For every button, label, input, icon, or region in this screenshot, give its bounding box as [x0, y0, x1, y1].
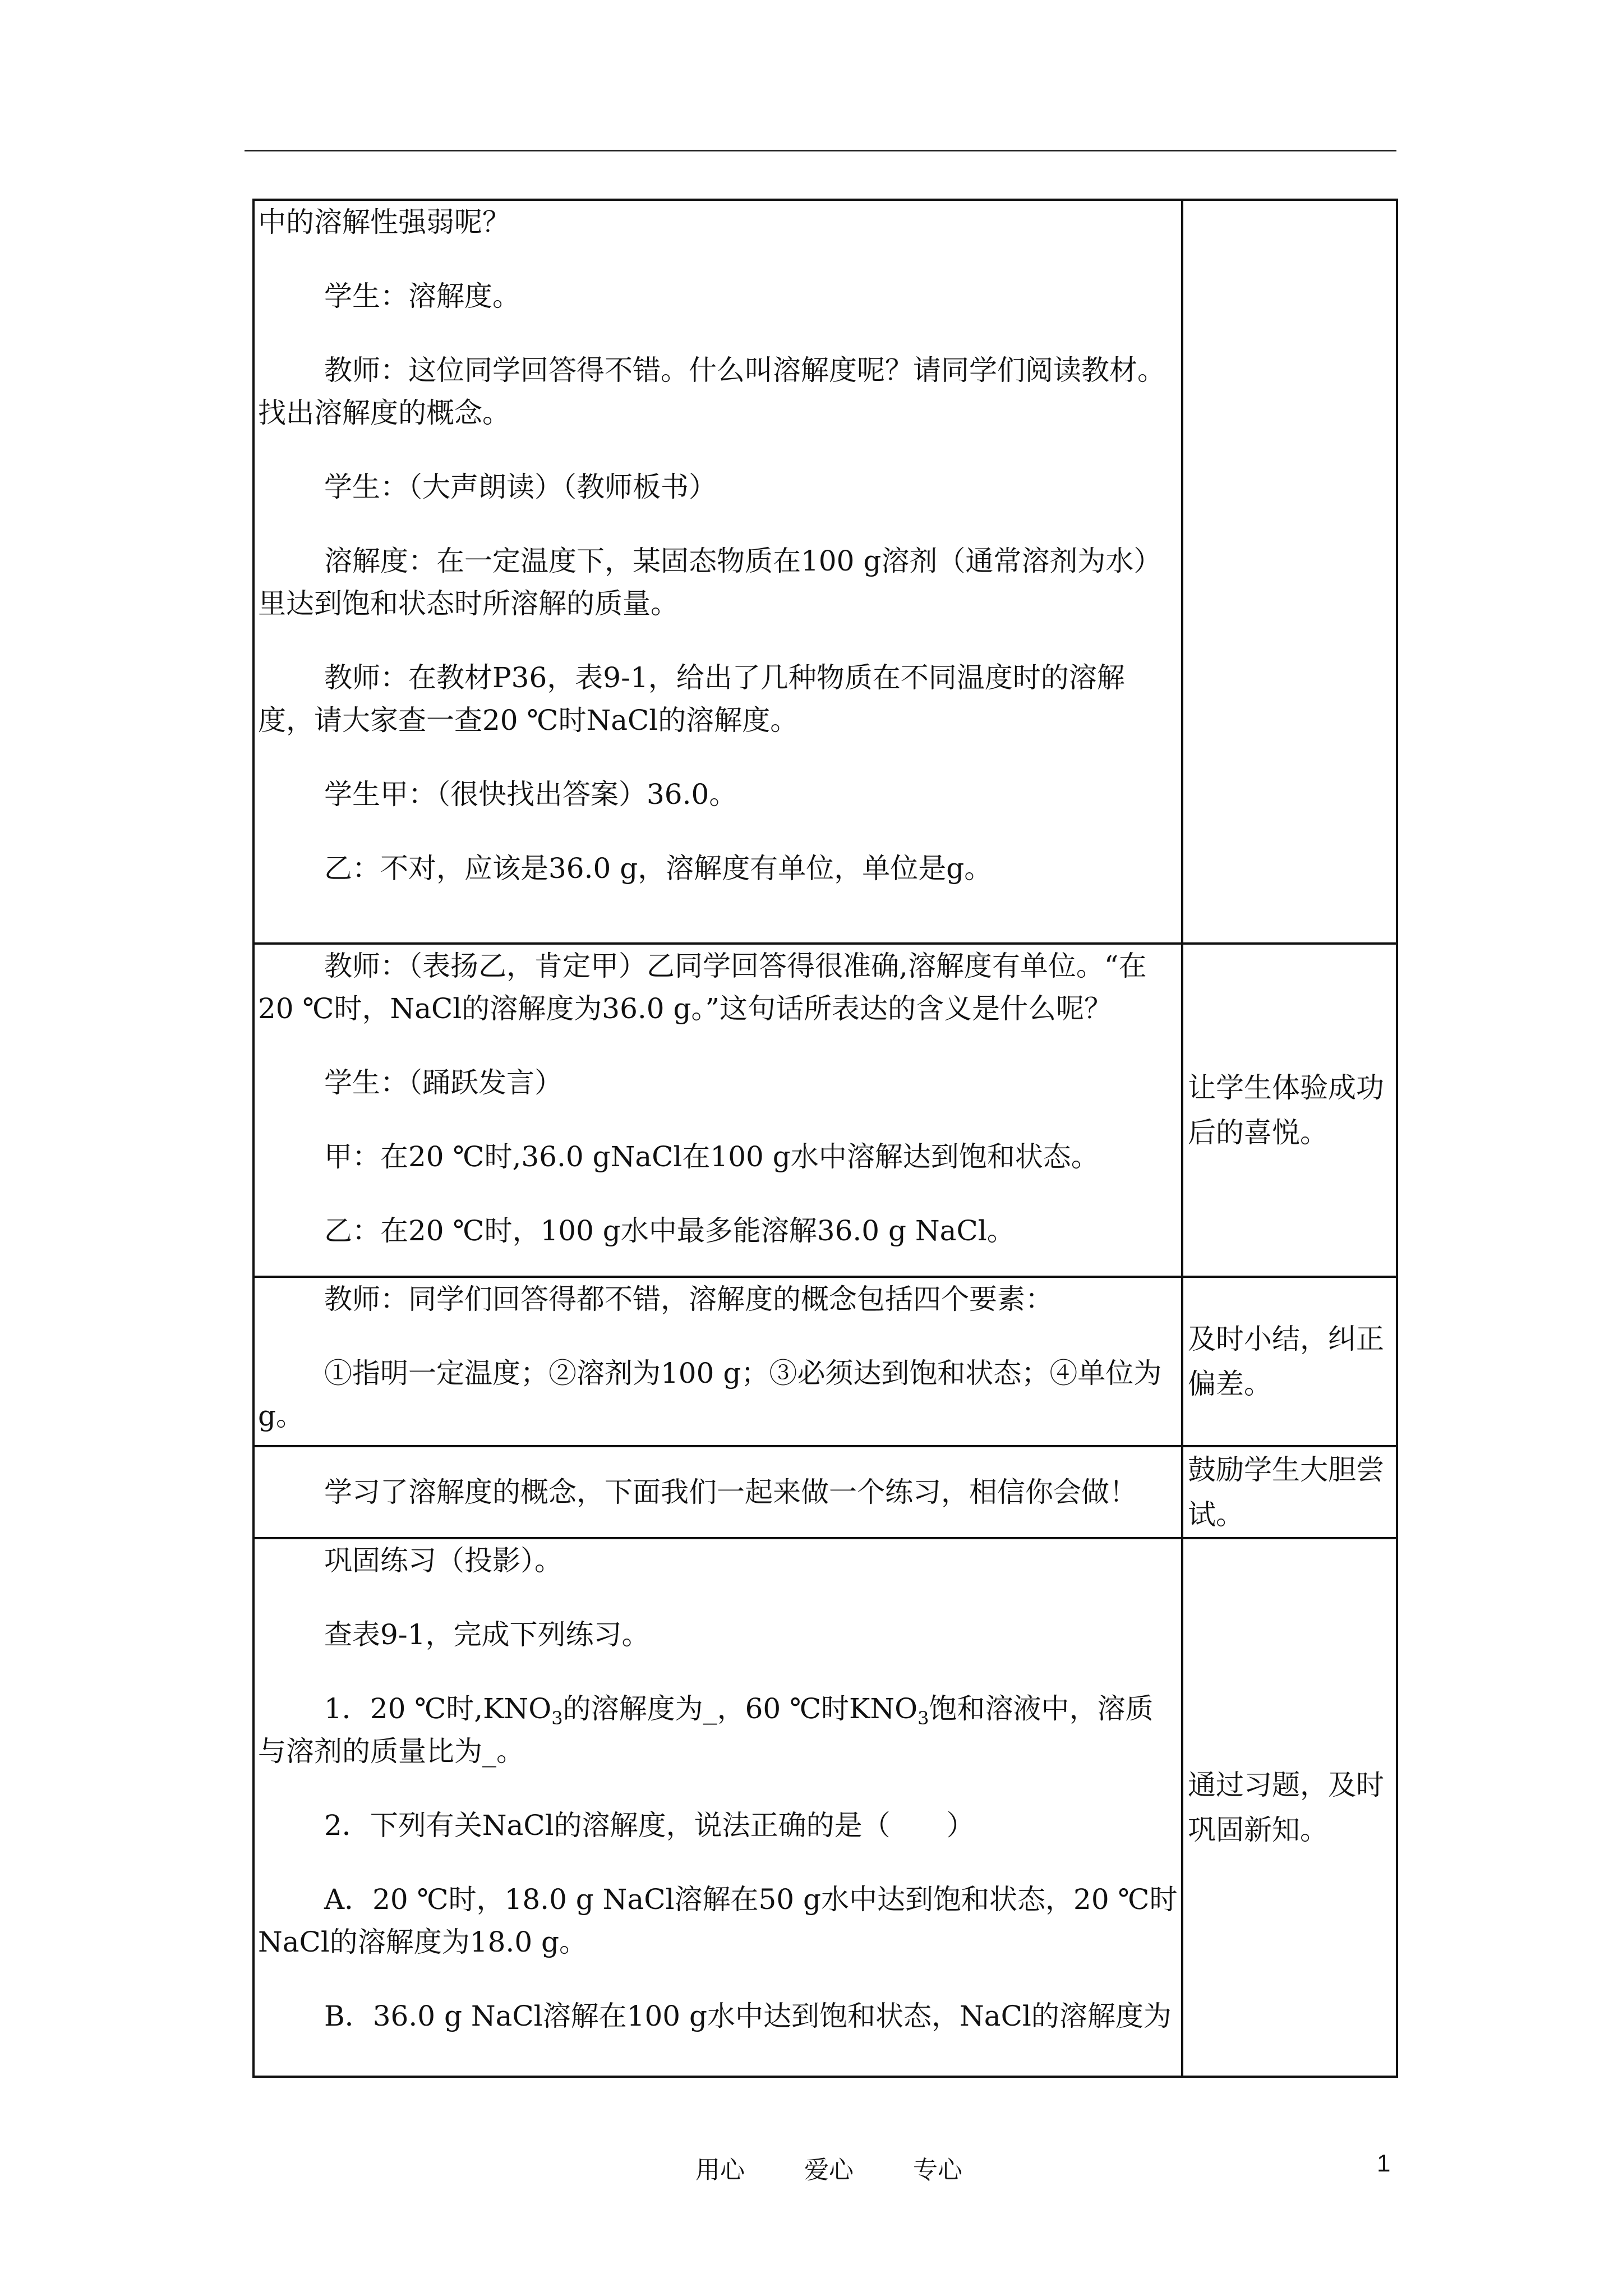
header-rule: [245, 150, 1396, 151]
paragraph: 学习了溶解度的概念，下面我们一起来做一个练习，相信你会做！: [324, 1476, 1137, 1508]
subscript: 3: [551, 1708, 563, 1729]
design-intent-cell: 通过习题，及时巩固新知。: [1182, 1538, 1397, 2077]
paragraph: B．36.0 g NaCl溶解在100 g水中达到饱和状态，NaCl的溶解度为: [324, 2000, 1172, 2032]
teaching-process-cell: [253, 200, 1182, 944]
paragraph: 教师：同学们回答得都不错，溶解度的概念包括四个要素：: [324, 1283, 1053, 1315]
paragraph: ①指明一定温度；②溶剂为100 g；③必须达到饱和状态；④单位为g。: [258, 1357, 1162, 1432]
table-row: [253, 1277, 1397, 1446]
paragraph: 巩固练习（投影）。: [324, 1544, 562, 1577]
table-row: [253, 1446, 1397, 1538]
paragraph: 2．下列有关NaCl的溶解度，说法正确的是（ ）: [324, 1809, 975, 1842]
paragraph: 甲：在20 ℃时,36.0 gNaCl在100 g水中溶解达到饱和状态。: [324, 1140, 1099, 1173]
paragraph: 乙：不对，应该是36.0 g，溶解度有单位，单位是g。: [324, 852, 993, 885]
exercise-1-part: 饱和溶液中，溶质与溶剂的质量比为_。: [258, 1692, 1154, 1768]
table-row: [253, 1538, 1397, 2077]
teaching-process-cell: [253, 1538, 1182, 2077]
paragraph: 中的溶解性强弱呢？: [258, 206, 510, 238]
paragraph: 查表9-1，完成下列练习。: [324, 1618, 650, 1651]
teaching-process-cell: [253, 944, 1182, 1277]
design-intent-cell: 鼓励学生大胆尝试。: [1182, 1446, 1397, 1538]
page-number: 1: [1377, 2150, 1391, 2177]
design-intent-cell: 让学生体验成功后的喜悦。: [1182, 944, 1397, 1277]
subscript: 3: [917, 1708, 929, 1729]
exercise-1-part: 1．20 ℃时,KNO: [324, 1692, 552, 1725]
footer-motto: [695, 2150, 992, 2185]
paragraph: 教师：在教材P36，表9-1，给出了几种物质在不同温度时的溶解度，请大家查一查20 ℃时NaCl的溶解度。: [258, 661, 1125, 737]
teaching-process-cell: [253, 1277, 1182, 1446]
paragraph: A．20 ℃时，18.0 g NaCl溶解在50 g水中达到饱和状态，20 ℃时NaCl的溶解度为18.0 g。: [258, 1883, 1178, 1958]
design-intent-cell: [1182, 200, 1397, 944]
paragraph: 教师：这位同学回答得不错。什么叫溶解度呢？请同学们阅读教材。找出溶解度的概念。: [258, 354, 1165, 429]
paragraph: 溶解度：在一定温度下，某固态物质在100 g溶剂（通常溶剂为水）里达到饱和状态时所溶解的质量。: [258, 545, 1162, 620]
exercise-1: [255, 1687, 1181, 1773]
table-row: [253, 944, 1397, 1277]
lesson-plan-table: [252, 199, 1398, 2078]
motto-word: 爱心: [804, 2156, 854, 2184]
paragraph: 学生：溶解度。: [324, 280, 520, 312]
design-intent-cell: 及时小结，纠正偏差。: [1182, 1277, 1397, 1446]
teaching-process-cell: [253, 1446, 1182, 1538]
table-row: [253, 200, 1397, 944]
motto-word: 用心: [695, 2156, 745, 2184]
paragraph: 学生：（踊跃发言）: [324, 1066, 562, 1099]
paragraph: 乙：在20 ℃时，100 g水中最多能溶解36.0 g NaCl。: [324, 1214, 1015, 1247]
motto-word: 专心: [913, 2156, 962, 2184]
exercise-1-part: 的溶解度为_，60 ℃时KNO: [562, 1692, 918, 1725]
paragraph: 教师：（表扬乙，肯定甲）乙同学回答得很准确,溶解度有单位。“在20 ℃时，NaCl的溶解度为36.0 g。”这句话所表达的含义是什么呢？: [258, 950, 1147, 1025]
paragraph: 学生：（大声朗读）（教师板书）: [324, 471, 717, 503]
paragraph: 学生甲：（很快找出答案）36.0。: [324, 778, 737, 811]
